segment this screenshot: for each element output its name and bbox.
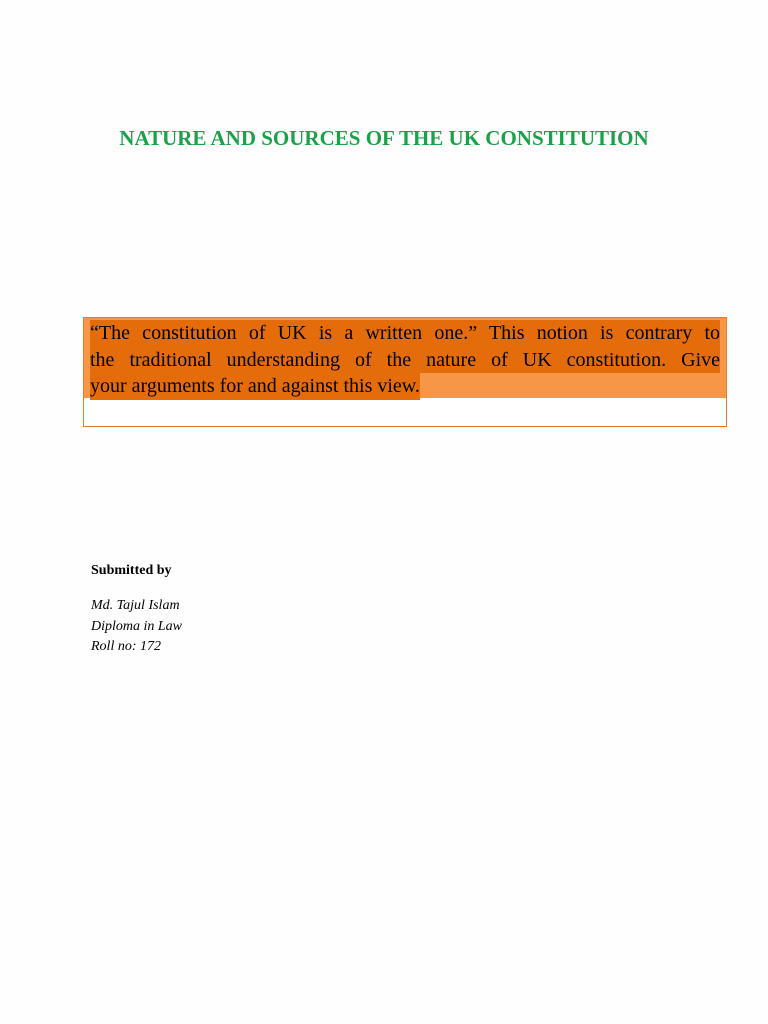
question-line: “The constitution of UK is a written one.” This notion is contrary to bbox=[90, 320, 720, 347]
question-text bbox=[90, 320, 720, 400]
question-line: the traditional understanding of the nature of UK constitution. Give bbox=[90, 347, 720, 374]
submitter-program: Diploma in Law bbox=[91, 618, 183, 634]
submitter-name: Md. Tajul Islam bbox=[91, 598, 180, 613]
submitted-by-label: Submitted by bbox=[91, 563, 172, 578]
submitter-roll: Roll no: 172 bbox=[91, 639, 161, 654]
submitter-details bbox=[91, 596, 182, 658]
question-box bbox=[83, 317, 727, 427]
question-line: your arguments for and against this view. bbox=[90, 373, 420, 400]
document-title: NATURE AND SOURCES OF THE UK CONSTITUTION bbox=[119, 126, 649, 150]
